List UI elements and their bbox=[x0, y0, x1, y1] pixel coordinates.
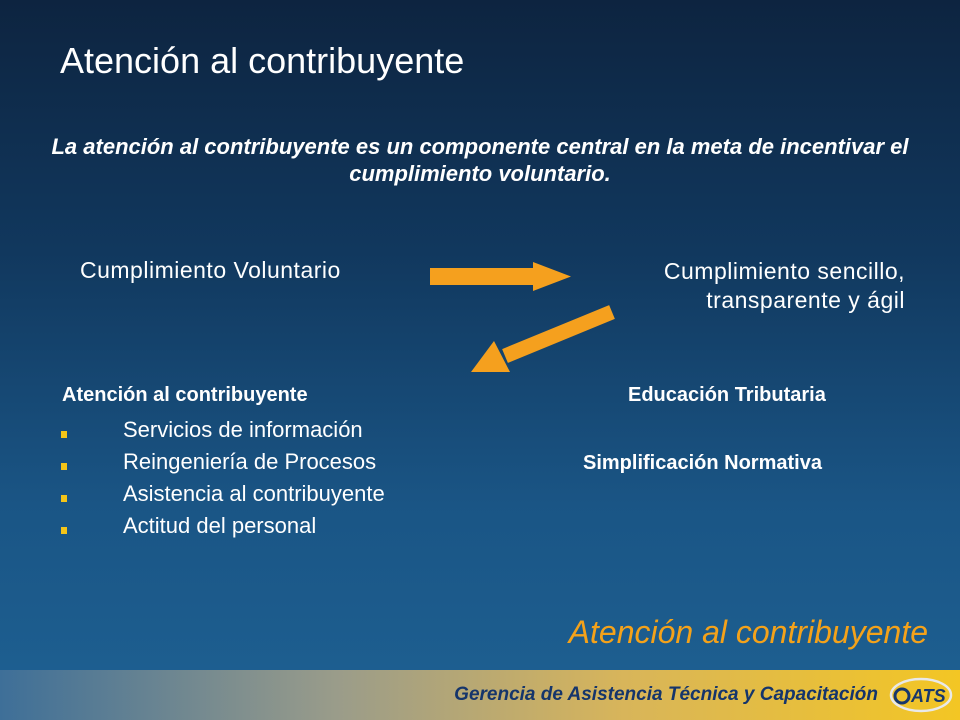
down-left-arrow-icon bbox=[471, 312, 612, 372]
right-arrow-icon bbox=[430, 262, 571, 291]
bullet-icon bbox=[61, 463, 67, 470]
bullet-icon bbox=[61, 431, 67, 438]
list-item-label: Reingeniería de Procesos bbox=[123, 449, 377, 474]
footer-title: Atención al contribuyente bbox=[568, 614, 928, 650]
intro-statement: La atención al contribuyente es un componente central en la meta de incentivar el cumplimiento voluntario. bbox=[51, 134, 909, 186]
bullet-icon bbox=[61, 495, 67, 502]
logo-text: ATS bbox=[911, 686, 946, 706]
slide-title: Atención al contribuyente bbox=[60, 40, 465, 81]
item-educacion-tributaria: Educación Tributaria bbox=[628, 384, 826, 406]
list-item-label: Servicios de información bbox=[123, 417, 363, 442]
section-heading: Atención al contribuyente bbox=[62, 384, 308, 406]
ats-logo bbox=[888, 676, 954, 716]
list-item-label: Asistencia al contribuyente bbox=[123, 481, 385, 506]
flow-right-label: Cumplimiento sencillo, transparente y ágil bbox=[663, 258, 905, 313]
organization-name: Gerencia de Asistencia Técnica y Capacitación bbox=[454, 684, 878, 705]
flow-left-label: Cumplimiento Voluntario bbox=[80, 257, 341, 283]
bullet-icon bbox=[61, 527, 67, 534]
list-item-label: Actitud del personal bbox=[123, 513, 317, 538]
item-simplificacion-normativa: Simplificación Normativa bbox=[583, 452, 822, 474]
